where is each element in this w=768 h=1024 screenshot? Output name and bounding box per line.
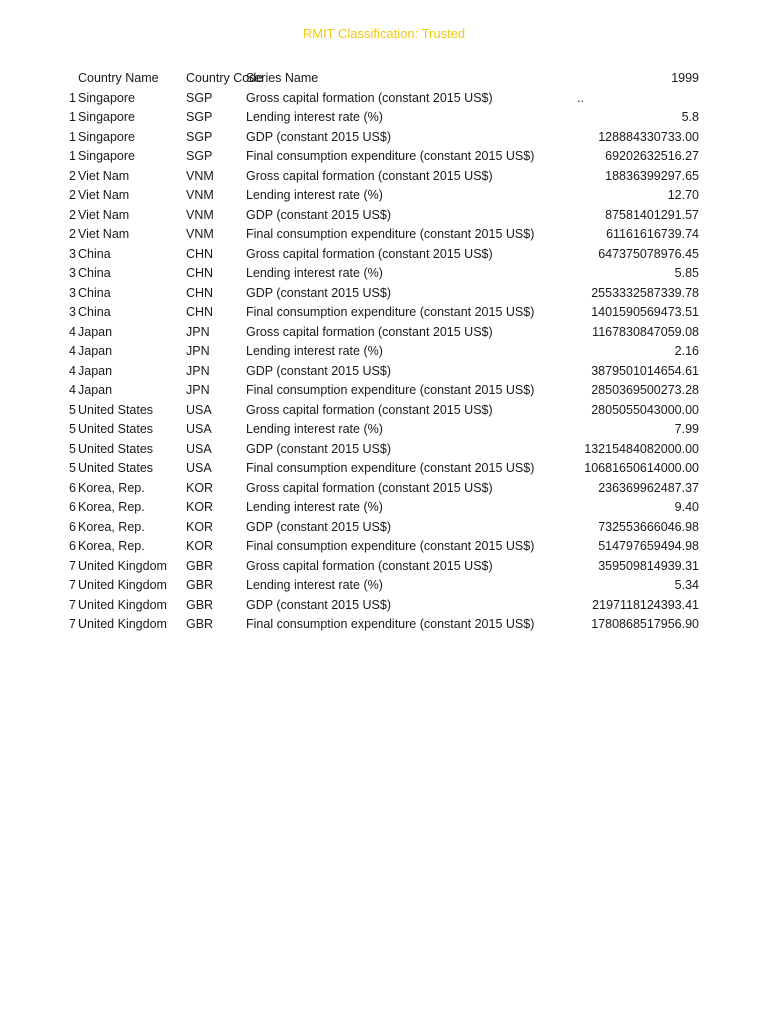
- country-code-cell: KOR: [186, 519, 214, 534]
- value-cell: 2805055043000.00: [591, 402, 699, 417]
- country-name-cell: China: [78, 285, 111, 300]
- country-name-cell: Viet Nam: [78, 168, 130, 183]
- country-code-cell: SGP: [186, 90, 213, 105]
- country-name-cell: China: [78, 266, 111, 280]
- row-index-cell: 5: [69, 441, 76, 456]
- value-cell: 7.99: [674, 422, 699, 436]
- value-cell: 1167830847059.08: [592, 324, 699, 339]
- table-row: [0, 284, 768, 304]
- series-name-cell: Lending interest rate (%): [246, 344, 383, 358]
- country-name-cell: Japan: [78, 383, 113, 397]
- row-index-cell: 3: [69, 266, 76, 280]
- series-name-cell: Gross capital formation (constant 2015 US$): [246, 480, 493, 495]
- value-cell: 18836399297.65: [605, 168, 699, 183]
- table-row: [0, 303, 768, 323]
- country-name-cell: United Kingdom: [78, 617, 167, 631]
- table-row: [0, 440, 768, 460]
- table-body: [0, 89, 768, 635]
- row-index-cell: 3: [69, 246, 76, 261]
- series-name-cell: Gross capital formation (constant 2015 US$): [246, 90, 493, 105]
- country-name-cell: United Kingdom: [78, 578, 167, 592]
- series-name-cell: GDP (constant 2015 US$): [246, 363, 391, 378]
- row-index-cell: 6: [69, 500, 76, 514]
- country-name-cell: United States: [78, 422, 154, 436]
- row-index-cell: 3: [69, 305, 76, 319]
- value-cell: 514797659494.98: [598, 539, 699, 553]
- country-name-cell: China: [78, 305, 111, 319]
- series-name-cell: Final consumption expenditure (constant 2015 US$): [246, 383, 535, 397]
- country-code-cell: USA: [186, 402, 212, 417]
- table-row: [0, 342, 768, 362]
- header-year: 1999: [671, 71, 699, 85]
- value-cell: 87581401291.57: [605, 207, 699, 222]
- table-row: [0, 167, 768, 187]
- series-name-cell: Final consumption expenditure (constant 2015 US$): [246, 461, 535, 475]
- row-index-cell: 5: [69, 422, 76, 436]
- table-row: [0, 108, 768, 128]
- country-name-cell: Singapore: [78, 149, 135, 163]
- country-name-cell: Viet Nam: [78, 207, 130, 222]
- data-table: [0, 69, 768, 635]
- series-name-cell: Lending interest rate (%): [246, 422, 383, 436]
- table-row: [0, 596, 768, 616]
- table-row: [0, 128, 768, 148]
- value-cell: 2553332587339.78: [591, 285, 699, 300]
- value-cell: 1401590569473.51: [591, 305, 699, 319]
- value-cell: 5.85: [674, 266, 699, 280]
- series-name-cell: Final consumption expenditure (constant 2015 US$): [246, 305, 535, 319]
- value-cell: 359509814939.31: [598, 558, 699, 573]
- series-name-cell: Final consumption expenditure (constant 2015 US$): [246, 227, 535, 241]
- row-index-cell: 1: [69, 129, 76, 144]
- table-row: [0, 459, 768, 479]
- series-name-cell: Gross capital formation (constant 2015 US$): [246, 168, 493, 183]
- country-name-cell: Korea, Rep.: [78, 519, 145, 534]
- value-cell: 13215484082000.00: [584, 441, 699, 456]
- series-name-cell: GDP (constant 2015 US$): [246, 285, 391, 300]
- series-name-cell: GDP (constant 2015 US$): [246, 597, 391, 612]
- value-cell: 236369962487.37: [598, 480, 699, 495]
- value-cell: 128884330733.00: [598, 129, 699, 144]
- row-index-cell: 6: [69, 539, 76, 553]
- value-cell: 12.70: [667, 188, 699, 202]
- table-row: [0, 245, 768, 265]
- country-code-cell: VNM: [186, 227, 214, 241]
- row-index-cell: 4: [69, 383, 76, 397]
- country-name-cell: United States: [78, 441, 154, 456]
- value-cell: 5.8: [681, 110, 699, 124]
- table-row: [0, 518, 768, 538]
- row-index-cell: 3: [69, 285, 76, 300]
- country-code-cell: SGP: [186, 149, 213, 163]
- country-name-cell: Japan: [78, 363, 113, 378]
- value-cell: 5.34: [674, 578, 699, 592]
- header-series-name: Series Name: [246, 71, 319, 85]
- value-cell: 1780868517956.90: [591, 617, 699, 631]
- row-index-cell: 7: [69, 578, 76, 592]
- country-name-cell: Japan: [78, 344, 113, 358]
- header-country-code: Country Code: [186, 71, 264, 85]
- row-index-cell: 1: [69, 149, 76, 163]
- country-code-cell: JPN: [186, 383, 210, 397]
- country-code-cell: KOR: [186, 500, 214, 514]
- row-index-cell: 4: [69, 363, 76, 378]
- row-index-cell: 6: [69, 480, 76, 495]
- country-name-cell: United Kingdom: [78, 558, 167, 573]
- country-name-cell: United Kingdom: [78, 597, 167, 612]
- row-index-cell: 7: [69, 558, 76, 573]
- series-name-cell: GDP (constant 2015 US$): [246, 519, 391, 534]
- value-cell: 69202632516.27: [605, 149, 699, 163]
- series-name-cell: Lending interest rate (%): [246, 110, 383, 124]
- country-code-cell: VNM: [186, 188, 214, 202]
- table-row: [0, 362, 768, 382]
- country-code-cell: VNM: [186, 207, 214, 222]
- table-row: [0, 401, 768, 421]
- series-name-cell: Lending interest rate (%): [246, 188, 383, 202]
- country-name-cell: Singapore: [78, 129, 135, 144]
- series-name-cell: Lending interest rate (%): [246, 500, 383, 514]
- series-name-cell: Gross capital formation (constant 2015 US$): [246, 558, 493, 573]
- country-code-cell: USA: [186, 422, 212, 436]
- series-name-cell: Lending interest rate (%): [246, 266, 383, 280]
- series-name-cell: GDP (constant 2015 US$): [246, 129, 391, 144]
- country-code-cell: VNM: [186, 168, 214, 183]
- country-code-cell: KOR: [186, 480, 214, 495]
- row-index-cell: 7: [69, 617, 76, 631]
- row-index-cell: 6: [69, 519, 76, 534]
- country-code-cell: SGP: [186, 110, 213, 124]
- table-row: [0, 537, 768, 557]
- country-code-cell: GBR: [186, 597, 214, 612]
- row-index-cell: 5: [69, 402, 76, 417]
- table-row: [0, 420, 768, 440]
- header-country-name: Country Name: [78, 71, 159, 85]
- series-name-cell: Lending interest rate (%): [246, 578, 383, 592]
- country-code-cell: GBR: [186, 617, 214, 631]
- table-row: [0, 264, 768, 284]
- country-name-cell: China: [78, 246, 111, 261]
- country-name-cell: Korea, Rep.: [78, 500, 145, 514]
- country-code-cell: CHN: [186, 266, 214, 280]
- row-index-cell: 1: [69, 90, 76, 105]
- row-index-cell: 2: [69, 188, 76, 202]
- country-code-cell: SGP: [186, 129, 213, 144]
- value-cell: 10681650614000.00: [584, 461, 699, 475]
- row-index-cell: 1: [69, 110, 76, 124]
- country-code-cell: CHN: [186, 246, 214, 261]
- row-index-cell: 4: [69, 344, 76, 358]
- series-name-cell: GDP (constant 2015 US$): [246, 441, 391, 456]
- value-cell: 2850369500273.28: [591, 383, 699, 397]
- missing-value-cell: ..: [577, 90, 584, 105]
- country-name-cell: Singapore: [78, 90, 135, 105]
- table-row: [0, 479, 768, 499]
- country-code-cell: CHN: [186, 305, 214, 319]
- country-name-cell: Viet Nam: [78, 188, 130, 202]
- value-cell: 732553666046.98: [598, 519, 699, 534]
- country-code-cell: JPN: [186, 344, 210, 358]
- table-row: [0, 186, 768, 206]
- table-row: [0, 576, 768, 596]
- country-code-cell: JPN: [186, 363, 210, 378]
- row-index-cell: 2: [69, 227, 76, 241]
- series-name-cell: Gross capital formation (constant 2015 US$): [246, 324, 493, 339]
- value-cell: 2.16: [674, 344, 699, 358]
- row-index-cell: 7: [69, 597, 76, 612]
- table-row: [0, 89, 768, 109]
- table-row: [0, 381, 768, 401]
- country-name-cell: Singapore: [78, 110, 135, 124]
- value-cell: 2197118124393.41: [592, 597, 699, 612]
- table-row: [0, 225, 768, 245]
- series-name-cell: Gross capital formation (constant 2015 US$): [246, 246, 493, 261]
- country-name-cell: United States: [78, 402, 154, 417]
- series-name-cell: Final consumption expenditure (constant 2015 US$): [246, 617, 535, 631]
- country-name-cell: Viet Nam: [78, 227, 130, 241]
- country-name-cell: United States: [78, 461, 154, 475]
- country-code-cell: GBR: [186, 578, 214, 592]
- row-index-cell: 2: [69, 207, 76, 222]
- country-code-cell: USA: [186, 461, 212, 475]
- classification-label: RMIT Classification: Trusted: [302, 26, 466, 41]
- country-name-cell: Japan: [78, 324, 113, 339]
- value-cell: 9.40: [674, 500, 699, 514]
- row-index-cell: 2: [69, 168, 76, 183]
- table-row: [0, 557, 768, 577]
- row-index-cell: 4: [69, 324, 76, 339]
- series-name-cell: GDP (constant 2015 US$): [246, 207, 391, 222]
- country-name-cell: Korea, Rep.: [78, 480, 145, 495]
- table-row: [0, 323, 768, 343]
- country-code-cell: CHN: [186, 285, 214, 300]
- table-row: [0, 206, 768, 226]
- value-cell: 61161616739.74: [606, 227, 699, 241]
- value-cell: 3879501014654.61: [591, 363, 699, 378]
- country-code-cell: USA: [186, 441, 212, 456]
- table-row: [0, 498, 768, 518]
- country-code-cell: KOR: [186, 539, 214, 553]
- series-name-cell: Final consumption expenditure (constant 2015 US$): [246, 539, 535, 553]
- table-row: [0, 615, 768, 635]
- series-name-cell: Final consumption expenditure (constant 2015 US$): [246, 149, 535, 163]
- series-name-cell: Gross capital formation (constant 2015 US$): [246, 402, 493, 417]
- country-name-cell: Korea, Rep.: [78, 539, 145, 553]
- table-header-row: [0, 69, 768, 89]
- row-index-cell: 5: [69, 461, 76, 475]
- value-cell: 647375078976.45: [598, 246, 699, 261]
- country-code-cell: GBR: [186, 558, 214, 573]
- country-code-cell: JPN: [186, 324, 210, 339]
- table-row: [0, 147, 768, 167]
